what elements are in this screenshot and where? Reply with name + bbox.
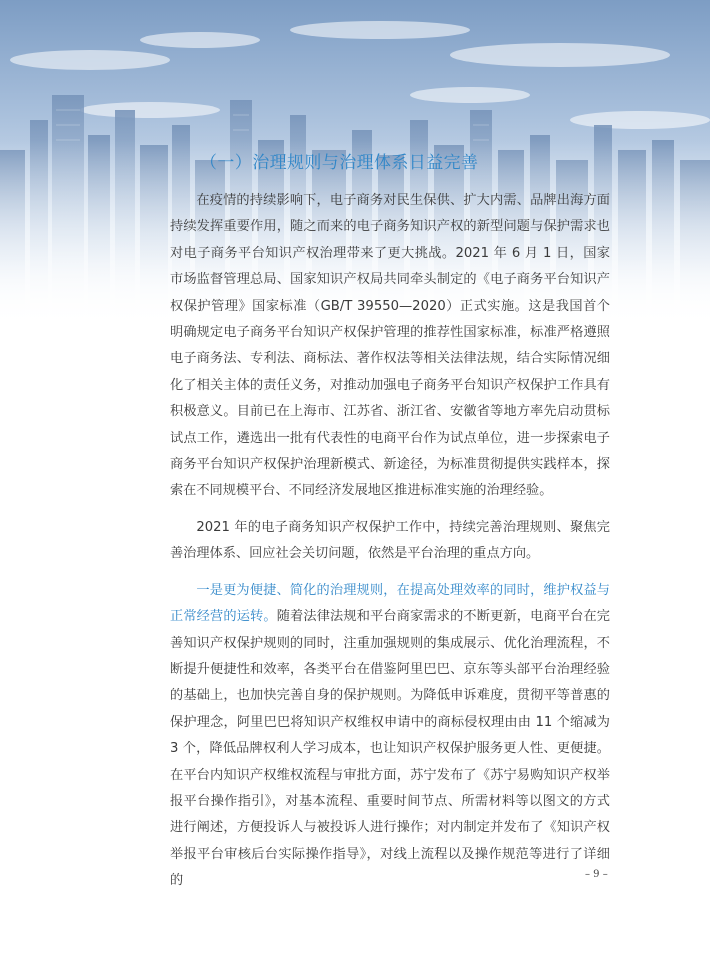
section-title: （一）治理规则与治理体系日益完善	[200, 153, 479, 173]
paragraph-governance-focus: 2021 年的电子商务知识产权保护工作中，持续完善治理规则、聚焦完善治理体系、回应社会关切问题，依然是平台治理的重点方向。	[170, 519, 610, 562]
paragraph-standard-implementation: 在疫情的持续影响下，电子商务对民生保供、扩大内需、品牌出海方面持续发挥重要作用，随之而来的电子商务知识产权的新型问题与保护需求也对电子商务平台知识产权治理带来了更大挑战。2021 年 6 月 1 日，国家市场监督管理总局、国家知识产权局共同牵头制定的《电子商务平台知识产权保护管理》国家标准（GB/T 39550—2020）正式实施。这是我国首个明确规定电子商务平台知识产权保护管理的推荐性国家标准，标准严格遵照电子商务法、专利法、商标法、著作权法等相关法律法规，结合实际情况细化了相关主体的责任义务，对推动加强电子商务平台知识产权保护工作具有积极意义。目前已在上海市、江苏省、浙江省、安徽省等地方率先启动贯标试点工作，遴选出一批有代表性的电商平台作为试点单位，进一步探索电子商务平台知识产权保护治理新模式、新途径，为标准贯彻提供实践样本，探索在不同规模平台、不同经济发展地区推进标准实施的治理经验。	[170, 193, 610, 499]
main-content	[170, 150, 610, 895]
page-number: – 9 –	[585, 869, 608, 880]
paragraph-body-text: 随着法律法规和平台商家需求的不断更新，电商平台在完善知识产权保护规则的同时，注重加强规则的集成展示、优化治理流程，不断提升便捷性和效率，各类平台在借鉴阿里巴巴、京东等头部平台治理经验的基础上，也加快完善自身的保护规则。为降低申诉难度，贯彻平等普惠的保护理念，阿里巴巴将知识产权维权申请中的商标侵权理由由 11 个缩减为 3 个，降低品牌权利人学习成本，也让知识产权保护服务更人性、更便捷。在平台内知识产权维权流程与审批方面，苏宁发布了《苏宁易购知识产权举报平台操作指引》，对基本流程、重要时间节点、所需材料等以图文的方式进行阐述，方便投诉人与被投诉人进行操作；对内制定并发布了《知识产权举报平台审核后台实际操作指导》，对线上流程以及操作规范等进行了详细的	[170, 609, 610, 889]
paragraph-governance-rules	[170, 578, 610, 895]
highlighted-lead-sentence: 一是更为便捷、简化的治理规则，在提高处理效率的同时，维护权益与正常经营的运转。	[170, 582, 610, 625]
